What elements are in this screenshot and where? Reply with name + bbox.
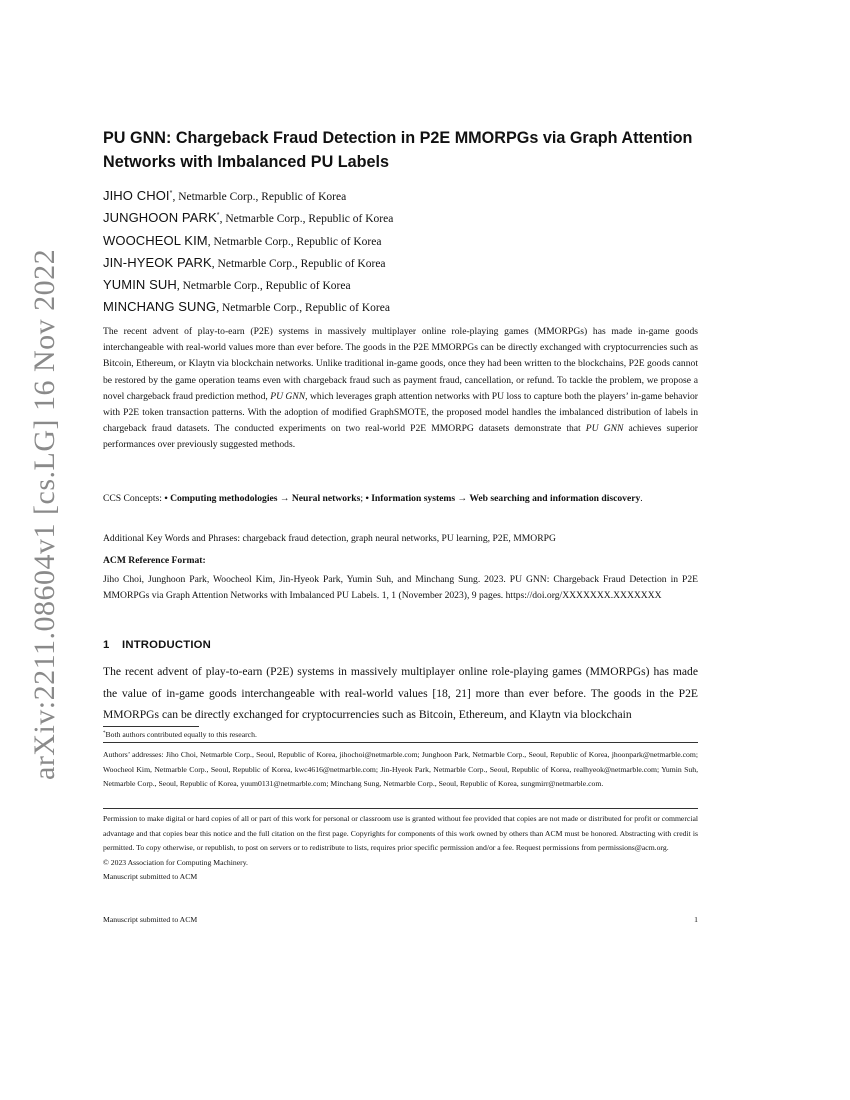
reference-format-heading: ACM Reference Format:: [103, 555, 206, 566]
author-line: [103, 273, 698, 295]
introduction-text: The recent advent of play-to-earn (P2E) systems in massively multiplayer online role-playing games (MMORPGs) has made the value of in-game goods interchangeable with real-world values [18, 21] more than ever before. The goods in the P2E MMORPGs can be directly exchanged for cryptocurrencies such as Bitcoin, Ethereum, and Klaytn via blockchain: [103, 665, 698, 721]
abstract: The recent advent of play-to-earn (P2E) systems in massively multiplayer online role-playing games (MMORPGs) has made in-game goods interchangeable with real-world values more than ever before. The goods in the P2E MMORPGs can be directly exchanged with cryptocurrencies such as Bitcoin, Ethereum, or Klaytn via blockchain networks. Unlike traditional in-game goods, once they had been written to the blockchains, P2E goods cannot be restored by the game operation teams even with chargeback fraud such as payment fraud, cancellation, or refund. To tackle the problem, we propose a novel chargeback fraud prediction method, PU GNN, which leverages graph attention networks with PU loss to capture both the players’ in-game behavior with P2E token transaction patterns. With the adoption of modified GraphSMOTE, the proposed model handles the imbalanced distribution of labels in chargeback fraud datasets. The conducted experiments on two real-world P2E MMORPG datasets demonstrate that PU GNN achieves superior performances over previously suggested methods.: [103, 326, 698, 451]
author-affiliation: , Netmarble Corp., Republic of Korea: [216, 302, 390, 315]
author-name: YUMIN SUH: [103, 277, 177, 293]
author-name: WOOCHEOL KIM: [103, 232, 208, 248]
section-heading: [103, 639, 211, 651]
author-name: JUNGHOON PARK*: [103, 210, 220, 226]
permission-notice: [103, 812, 698, 885]
permission-text: Permission to make digital or hard copies of all or part of this work for personal or classroom use is granted without fee provided that copies are not made or distributed for profit or commercial advantage and that copies bear this notice and the full citation on the first page. Copyrights for components of this work owned by others than ACM must be honored. Abstracting with credit is permitted. To copy otherwise, or republish, to post on servers or to redistribute to lists, requires prior specific permission and/or a fee. Request permissions from permissions@acm.org.: [103, 814, 698, 853]
section-title: INTRODUCTION: [122, 639, 212, 651]
method-name: PU GNN: [585, 423, 624, 435]
author-affiliation: , Netmarble Corp., Republic of Korea: [211, 257, 386, 270]
ccs-concept: • Information systems → Web searching and information discovery: [365, 493, 641, 504]
divider: [103, 808, 698, 809]
author-line: [103, 184, 698, 206]
ccs-concepts: CCS Concepts: • Computing methodologies → Neural networks; • Information systems → Web searching and information discovery.: [103, 493, 643, 504]
author-line: [103, 229, 698, 251]
footer-text: Manuscript submitted to ACM: [103, 915, 198, 924]
method-name: PU GNN: [270, 390, 306, 402]
author-name: JIN-HYEOK PARK: [103, 254, 212, 270]
ccs-concept: • Computing methodologies → Neural networks: [164, 493, 361, 504]
submission-line: Manuscript submitted to ACM: [103, 872, 198, 882]
author-affiliation: , Netmarble Corp., Republic of Korea: [219, 213, 394, 226]
keywords: Additional Key Words and Phrases: chargeback fraud detection, graph neural networks, PU learning, P2E, MMORPG: [103, 533, 556, 544]
arxiv-identifier: arXiv:2211.08604v1 [cs.LG] 16 Nov 2022: [28, 248, 61, 780]
footnote-divider: [103, 726, 199, 727]
author-line: [103, 206, 698, 228]
author-affiliation: , Netmarble Corp., Republic of Korea: [172, 191, 347, 203]
reference-format-text: Jiho Choi, Junghoon Park, Woocheol Kim, Jin-Hyeok Park, Yumin Suh, and Minchang Sung. 2023. PU GNN: Chargeback Fraud Detection in P2E MMORPGs via Graph Attention Networks with Imbalanced PU Labels. 1, 1 (November 2023), 9 pages. https://doi.org/XXXXXXX.XXXXXXX: [103, 574, 698, 602]
copyright-line: © 2023 Association for Computing Machinery.: [103, 857, 248, 867]
author-affiliation: , Netmarble Corp., Republic of Korea: [207, 235, 382, 248]
author-affiliation: , Netmarble Corp., Republic of Korea: [176, 280, 351, 293]
divider: [103, 742, 698, 743]
author-name: JIHO CHOI*: [103, 188, 173, 203]
footnote: *Both authors contributed equally to this research.: [103, 730, 257, 739]
page-number: 1: [694, 915, 698, 924]
author-line: [103, 251, 698, 273]
author-list: [103, 184, 698, 318]
author-name: MINCHANG SUNG: [103, 299, 217, 315]
author-line: [103, 295, 698, 317]
author-addresses: Authors’ addresses: Jiho Choi, Netmarble Corp., Seoul, Republic of Korea, jihochoi@netmarble.com; Junghoon Park, Netmarble Corp., Seoul, Republic of Korea, jhoonpark@netmarble.com; Woocheol Kim, Netmarble Corp., Seoul, Republic of Korea, kwc4616@netmarble.com; Jin-Hyeok Park, Netmarble Corp., Seoul, Republic of Korea, realhyeok@netmarble.com; Yumin Suh, Netmarble Corp., Seoul, Republic of Korea, yuum0131@netmarble.com; Minchang Sung, Netmarble Corp., Seoul, Republic of Korea, sungmirr@netmarble.com.: [103, 750, 698, 789]
paper-title: PU GNN: Chargeback Fraud Detection in P2E MMORPGs via Graph Attention Networks with Imbalanced PU Labels: [103, 129, 693, 171]
section-number: 1: [103, 639, 110, 651]
